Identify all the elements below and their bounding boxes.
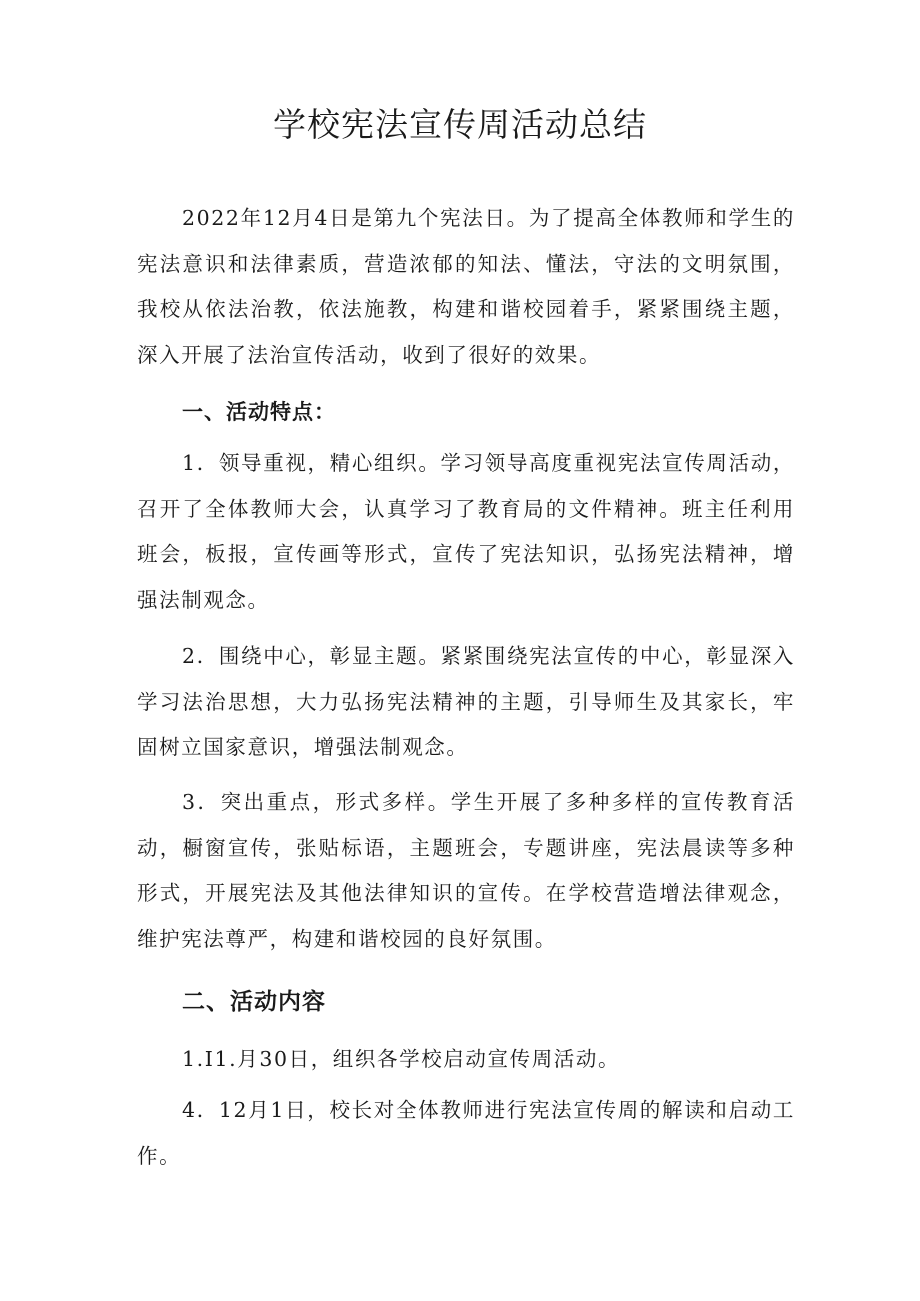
section1-heading: 一、活动特点： [182, 400, 336, 424]
document-title: 学校宪法宣传周活动总结 [273, 105, 647, 144]
section2-item-2: 4．12月1日，校长对全体教师进行宪法宣传周的解读和启动工作。 [137, 1098, 795, 1168]
section2-heading: 二、活动内容 [182, 989, 326, 1015]
intro-paragraph: 2022年12月4日是第九个宪法日。为了提高全体教师和学生的宪法意识和法律素质，营造浓郁的知法、懂法，守法的文明氛围，我校从依法治教，依法施教，构建和谐校园着手，紧紧围绕主题，深入开展了法治宣传活动，收到了很好的效果。 [137, 206, 795, 367]
section2-item-1: 1.I1.月30日，组织各学校启动宣传周活动。 [182, 1047, 621, 1071]
section1-item-1: 1．领导重视，精心组织。学习领导高度重视宪法宣传周活动，召开了全体教师大会，认真学习了教育局的文件精神。班主任利用班会，板报，宣传画等形式，宣传了宪法知识，弘扬宪法精神，增强法制观念。 [137, 451, 795, 612]
section1-item-2: 2．围绕中心，彰显主题。紧紧围绕宪法宣传的中心，彰显深入学习法治思想，大力弘扬宪法精神的主题，引导师生及其家长，牢固树立国家意识，增强法制观念。 [137, 644, 795, 759]
section1-item-3: 3．突出重点，形式多样。学生开展了多种多样的宣传教育活动，橱窗宣传，张贴标语，主题班会，专题讲座，宪法晨读等多种形式，开展宪法及其他法律知识的宣传。在学校营造增法律观念，维护宪法尊严，构建和谐校园的良好氛围。 [137, 790, 795, 951]
